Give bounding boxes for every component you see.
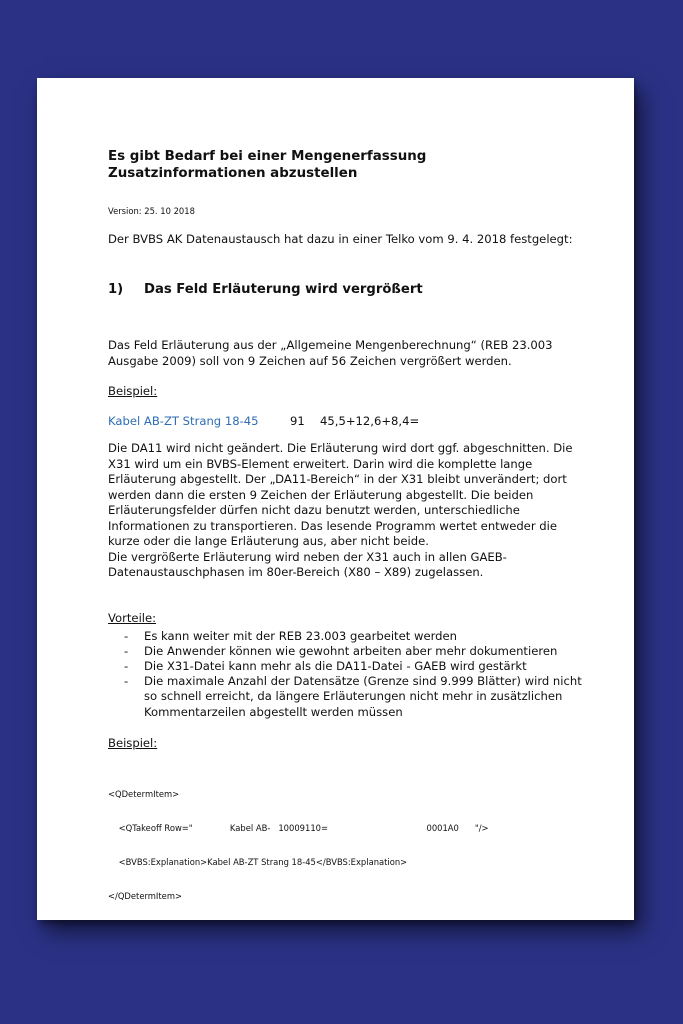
bullet-dash: - — [124, 674, 129, 689]
list-item — [108, 674, 588, 720]
document-page — [37, 78, 634, 920]
xml-code-block — [108, 767, 588, 925]
bullet-dash: - — [124, 658, 129, 673]
list-item — [108, 659, 588, 674]
example-label: Beispiel: — [108, 384, 158, 398]
intro-text: Der BVBS AK Datenaustausch hat dazu in einer Telko vom 9. 4. 2018 festgelegt: — [108, 232, 573, 246]
section-number: 1) — [108, 282, 124, 297]
version-line: Version: 25. 10 2018 — [108, 206, 195, 216]
document-content — [108, 148, 588, 925]
list-item-text: Die Anwender können wie gewohnt arbeiten aber mehr dokumentieren — [144, 643, 558, 658]
example-number: 91 — [290, 414, 305, 428]
example-formula: 45,5+12,6+8,4= — [320, 414, 420, 428]
advantages-label: Vorteile: — [108, 610, 157, 625]
document-title: Es gibt Bedarf bei einer Mengenerfassung Zusatzinformationen abzustellen — [108, 149, 427, 181]
code-line: <BVBS:Explanation>Kabel AB-ZT Strang 18-45</BVBS:Explanation> — [108, 857, 408, 868]
list-item-text: Es kann weiter mit der REB 23.003 gearbeitet werden — [144, 628, 457, 643]
code-line: <QTakeoff Row=" Kabel AB- 10009110= 0001A0 "/> — [108, 823, 489, 834]
example-text: Kabel AB-ZT Strang 18-45 — [108, 414, 259, 428]
section-title: Das Feld Erläuterung wird vergrößert — [144, 282, 423, 297]
bullet-dash: - — [124, 643, 129, 658]
code-line: </QDetermItem> — [108, 890, 183, 901]
code-line: <QDetermItem> — [108, 789, 180, 800]
list-item-text: Die maximale Anzahl der Datensätze (Grenze sind 9.999 Blätter) wird nicht so schnell erreicht, da längere Erläuterungen nicht mehr in zusätzlichen Kommentarzeilen abgestellt werden müssen — [144, 674, 582, 719]
paragraph-gaeb: Die vergrößerte Erläuterung wird neben der X31 auch in allen GAEB-Datenaustauschphasen im 80er-Bereich (X80 – X89) zugelassen. — [108, 549, 507, 579]
example-row — [108, 414, 588, 428]
bullet-dash: - — [124, 628, 129, 643]
advantages-list — [108, 629, 588, 720]
example2-label: Beispiel: — [108, 735, 158, 750]
paragraph-da11: Die DA11 wird nicht geändert. Die Erläuterung wird dort ggf. abgeschnitten. Die X31 wird um ein BVBS-Element erweitert. Darin wird die komplette lange Erläuterung abgestellt. Der „DA11-Bereich“ in der X31 bleibt unverändert; dort werden dann die ersten 9 Zeichen der Erläuterung abgestellt. Die beiden Erläuterungsfelder dürfen nicht dazu benutzt werden, unterschiedliche Informationen zu transportieren. Das lesende Programm wertet entweder die kurze oder die lange Erläuterung aus, aber nicht beide. — [108, 441, 573, 548]
section-heading — [108, 282, 588, 298]
list-item — [108, 629, 588, 644]
paragraph-field-size: Das Feld Erläuterung aus der „Allgemeine Mengenberechnung“ (REB 23.003 Ausgabe 2009) soll von 9 Zeichen auf 56 Zeichen vergrößert werden. — [108, 338, 553, 368]
list-item — [108, 644, 588, 659]
list-item-text: Die X31-Datei kann mehr als die DA11-Datei - GAEB wird gestärkt — [144, 658, 527, 673]
